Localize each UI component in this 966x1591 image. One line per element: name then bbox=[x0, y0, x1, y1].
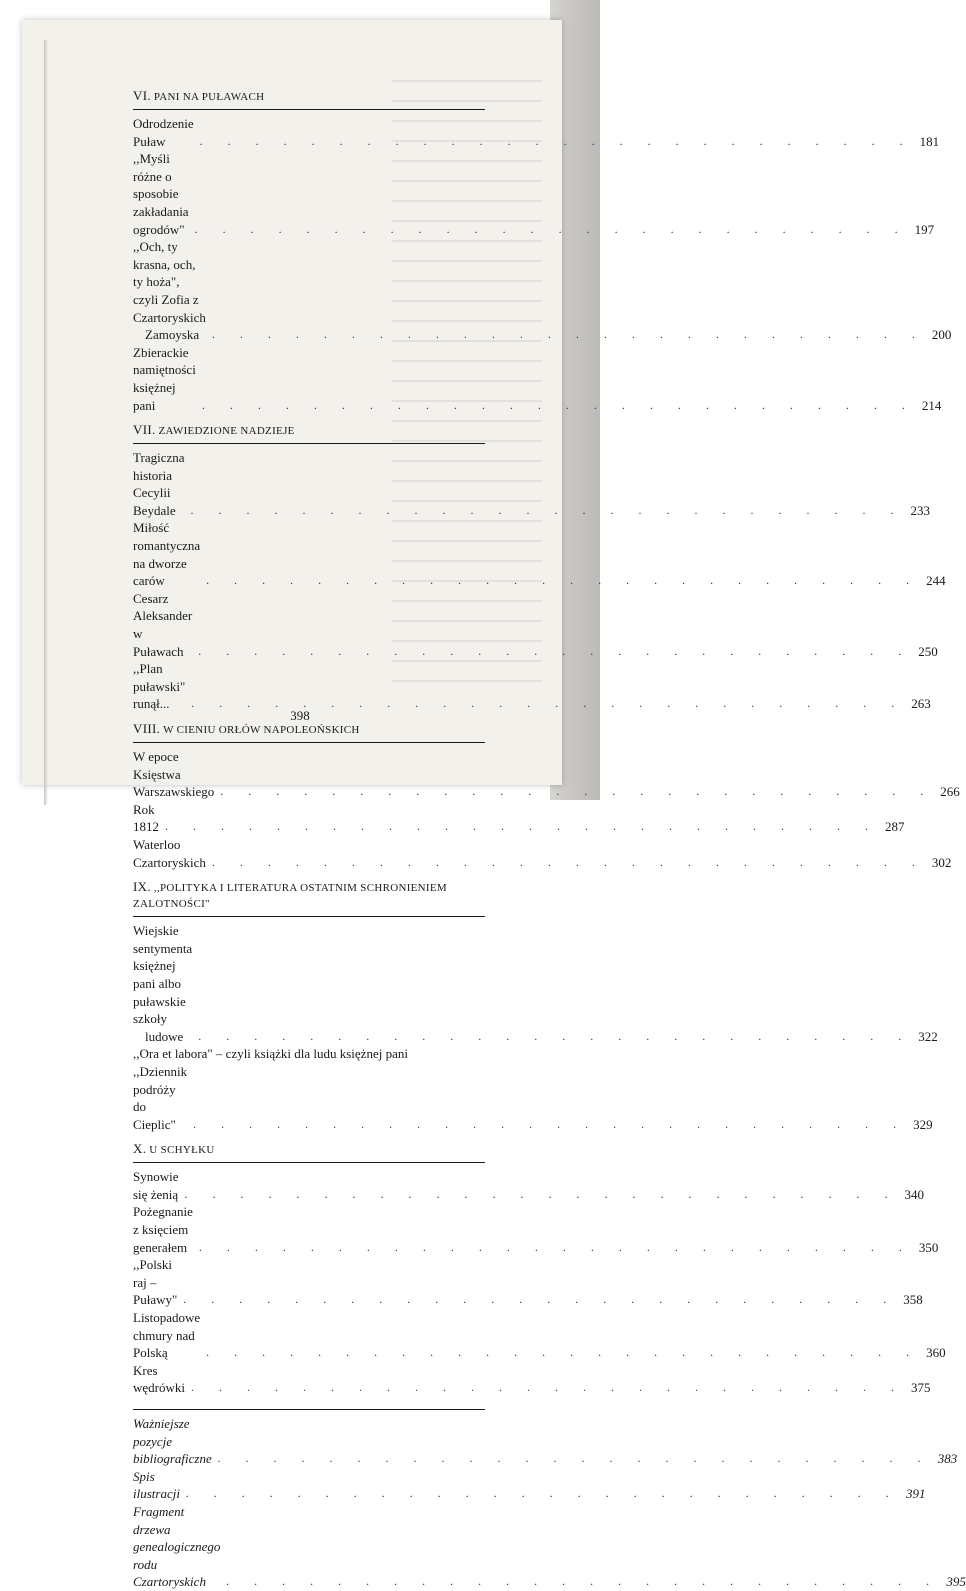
toc-entry bbox=[133, 150, 935, 238]
entry-title-line: Waterloo Czartoryskich bbox=[133, 836, 206, 870]
entry-page-number: 266 bbox=[940, 784, 960, 800]
entry-title-line: Tragiczna historia Cecylii Beydale bbox=[133, 450, 185, 518]
leader-dots: . . . . . . . . . . . . . . . . . . . . . . . . . . bbox=[211, 327, 926, 342]
chapter-heading bbox=[133, 88, 485, 105]
entry-title bbox=[133, 1063, 187, 1133]
toc-entry bbox=[133, 590, 938, 660]
toc-entry bbox=[133, 1309, 946, 1362]
entry-title-line: ,,Dziennik podróży do Cieplic" bbox=[133, 1063, 188, 1132]
entry-page-number: 250 bbox=[918, 643, 938, 659]
leader-dots: . . . . . . . . . . . . . . . . . . . . . . . . . . bbox=[206, 573, 921, 588]
entry-title-line: Zbierackie namiętności księżnej pani bbox=[133, 344, 196, 413]
entry-page-number: 200 bbox=[931, 327, 952, 343]
entry-page-number: 375 bbox=[911, 1380, 931, 1396]
leader-dots: . . . . . . . . . . . . . . . . . . . . . . . . . . bbox=[206, 1345, 921, 1360]
appendix-section bbox=[133, 1409, 966, 1591]
leader-dots: . . . . . . . . . . . . . . . . . . . . . . . . . . bbox=[165, 819, 879, 834]
appendix-entry bbox=[133, 1468, 926, 1503]
chapter-section bbox=[133, 88, 952, 414]
entry-title bbox=[133, 660, 185, 713]
entry-page-number: 214 bbox=[921, 397, 942, 413]
leader-dots: . . . . . . . . . . . . . . . . . . . . . . . . . . bbox=[199, 133, 914, 148]
leader-dots: . . . . . . . . . . . . . . . . . . . . . . . . . . bbox=[198, 643, 913, 658]
entry-title-line: Pożegnanie z księciem generałem bbox=[133, 1204, 193, 1255]
entry-title-continuation: ludowe bbox=[145, 1028, 184, 1044]
entry-title-line: Cesarz Aleksander w Puławach bbox=[133, 590, 193, 659]
entry-title bbox=[133, 748, 214, 801]
entry-page-number: 302 bbox=[931, 854, 952, 870]
entry-title bbox=[133, 1045, 408, 1063]
leader-dots: . . . . . . . . . . . . . . . . . . . . . . . . . . bbox=[184, 1186, 899, 1201]
chapter-number: VII. bbox=[133, 422, 156, 438]
chapter-title: ,,POLITYKA I LITERATURA OSTATNIM SCHRONIENIEM ZALOTNOŚCI" bbox=[133, 882, 447, 911]
entry-page-number: 340 bbox=[904, 1186, 924, 1202]
entry-title bbox=[133, 836, 206, 871]
page-edge bbox=[44, 40, 48, 805]
leader-dots: . . . . . . . . . . . . . . . . . . . . . . . . . . bbox=[191, 1380, 905, 1395]
chapter-divider bbox=[133, 109, 485, 110]
entry-title-continuation: Zamoyska bbox=[145, 327, 200, 343]
appendix-entry bbox=[133, 1415, 958, 1468]
entry-title-line: Rok 1812 bbox=[133, 801, 159, 835]
entry-title-line: ,,Plan puławski" runął... bbox=[133, 661, 186, 712]
entry-title bbox=[133, 1468, 180, 1503]
entry-title bbox=[133, 1362, 185, 1397]
entry-title-line: Ważniejsze pozycje bibliograficzne bbox=[133, 1416, 212, 1467]
leader-dots: . . . . . . . . . . . . . . . . . . . . . . . . . . bbox=[193, 1116, 908, 1131]
entry-title bbox=[133, 344, 196, 414]
entry-title-line: ,,Och, ty krasna, och, ty hoża", czyli Zofia z Czartoryskich bbox=[133, 239, 206, 325]
entry-title-line: Listopadowe chmury nad Polską bbox=[133, 1310, 201, 1361]
entry-title-line: ,,Polski raj – Puławy" bbox=[133, 1257, 178, 1308]
toc-entry bbox=[133, 115, 940, 150]
entry-page-number: 350 bbox=[918, 1239, 939, 1255]
entry-title-line: ,,Ora et labora" – czyli książki dla ludu księżnej pani bbox=[133, 1046, 408, 1062]
chapter-divider bbox=[133, 742, 485, 743]
toc-entry bbox=[133, 801, 905, 836]
entry-page-number: 395 bbox=[946, 1574, 966, 1590]
entry-page-number: 197 bbox=[914, 221, 935, 237]
toc-entry bbox=[133, 238, 952, 344]
chapter-number: X. bbox=[133, 1141, 147, 1157]
chapter-divider bbox=[133, 1162, 485, 1163]
toc-entry bbox=[133, 1168, 924, 1203]
entry-title-line: Kres wędrówki bbox=[133, 1362, 185, 1396]
toc-entry bbox=[133, 1063, 933, 1133]
chapter-section bbox=[133, 1141, 946, 1397]
toc-entry bbox=[133, 449, 931, 519]
entry-page-number: 329 bbox=[913, 1116, 933, 1132]
entry-title bbox=[133, 449, 185, 519]
entry-title bbox=[133, 1256, 177, 1309]
table-of-contents bbox=[133, 88, 966, 1591]
leader-dots: . . . . . . . . . . . . . . . . . . . . . . . . . . bbox=[217, 1451, 932, 1466]
chapter-title: ZAWIEDZIONE NADZIEJE bbox=[158, 425, 295, 438]
chapter-heading bbox=[133, 1141, 485, 1158]
chapter-title: PANI NA PUŁAWACH bbox=[153, 91, 265, 103]
chapter-heading bbox=[133, 422, 485, 439]
page-number: 398 bbox=[290, 708, 310, 723]
toc-entry bbox=[133, 1256, 923, 1309]
chapter-section bbox=[133, 422, 946, 713]
appendix-entry bbox=[133, 1503, 966, 1591]
leader-dots: . . . . . . . . . . . . . . . . . . . . . . . . . . bbox=[198, 1028, 913, 1043]
entry-page-number: 358 bbox=[903, 1292, 923, 1308]
entry-page-number: 263 bbox=[911, 696, 931, 712]
chapter-number: IX. bbox=[133, 879, 151, 895]
leader-dots: . . . . . . . . . . . . . . . . . . . . . . . . . . bbox=[220, 784, 935, 799]
toc-entry bbox=[133, 660, 931, 713]
entry-page-number: 360 bbox=[926, 1345, 946, 1361]
toc-entry bbox=[133, 922, 938, 1045]
chapter-number: VI. bbox=[133, 88, 151, 103]
chapter-section bbox=[133, 879, 938, 1133]
entry-page-number: 391 bbox=[905, 1486, 926, 1502]
entry-title bbox=[133, 801, 159, 836]
leader-dots: . . . . . . . . . . . . . . . . . . . . . . . . . . bbox=[183, 1292, 898, 1307]
entry-title bbox=[133, 1415, 212, 1468]
entry-page-number: 287 bbox=[885, 819, 905, 835]
entry-title bbox=[133, 1503, 220, 1591]
entry-title bbox=[133, 1309, 200, 1362]
entry-page-number: 181 bbox=[919, 133, 940, 149]
entry-title-line: W epoce Księstwa Warszawskiego bbox=[133, 749, 215, 800]
entry-page-number: 244 bbox=[926, 573, 946, 589]
chapter-divider bbox=[133, 443, 485, 444]
leader-dots: . . . . . . . . . . . . . . . . . . . . . . . . . . bbox=[190, 502, 905, 517]
entry-title-line: Odrodzenie Puław bbox=[133, 116, 194, 149]
entry-page-number: 233 bbox=[910, 502, 931, 518]
entry-title bbox=[133, 590, 192, 660]
entry-title bbox=[133, 1168, 179, 1203]
entry-title-line: Fragment drzewa genealogicznego rodu Czartoryskich bbox=[133, 1503, 221, 1590]
toc-entry bbox=[133, 1045, 485, 1063]
toc-entry bbox=[133, 748, 960, 801]
entry-page-number: 322 bbox=[918, 1028, 938, 1044]
entry-title bbox=[133, 922, 192, 1045]
entry-title-line: Wiejskie sentymenta księżnej pani albo puławskie szkoły bbox=[133, 923, 193, 1027]
leader-dots: . . . . . . . . . . . . . . . . . . . . . . . . . . bbox=[201, 397, 916, 412]
chapter-number: VIII. bbox=[133, 721, 161, 736]
leader-dots: . . . . . . . . . . . . . . . . . . . . . . . . . . bbox=[198, 1239, 913, 1254]
entry-title bbox=[133, 1203, 193, 1256]
leader-dots: . . . . . . . . . . . . . . . . . . . . . . . . . . bbox=[194, 221, 909, 236]
leader-dots: . . . . . . . . . . . . . . . . . . . . . . . . . . bbox=[191, 696, 906, 711]
chapter-divider bbox=[133, 916, 485, 917]
entry-title bbox=[133, 519, 200, 589]
toc-entry bbox=[133, 519, 946, 589]
entry-title-line: Synowie się żenią bbox=[133, 1169, 179, 1202]
chapter-title: U SCHYŁKU bbox=[149, 1144, 215, 1157]
leader-dots: . . . . . . . . . . . . . . . . . . . . . . . . . . bbox=[226, 1574, 941, 1589]
entry-title-line: Spis ilustracji bbox=[133, 1468, 180, 1502]
chapter-heading bbox=[133, 879, 485, 912]
leader-dots: . . . . . . . . . . . . . . . . . . . . . . . . . . bbox=[211, 854, 926, 869]
chapter-section bbox=[133, 721, 960, 871]
chapter-title: W CIENIU ORŁÓW NAPOLEOŃSKICH bbox=[163, 724, 360, 736]
toc-entry bbox=[133, 344, 942, 414]
appendix-divider bbox=[133, 1409, 485, 1410]
entry-title bbox=[133, 238, 206, 344]
leader-dots: . . . . . . . . . . . . . . . . . . . . . . . . . . bbox=[185, 1486, 900, 1501]
entry-title bbox=[133, 150, 189, 238]
entry-title-line: Miłość romantyczna na dworze carów bbox=[133, 520, 201, 589]
entry-title-line: ,,Myśli różne o sposobie zakładania ogrodów" bbox=[133, 151, 189, 237]
entry-page-number: 383 bbox=[937, 1451, 958, 1467]
entry-title bbox=[133, 115, 194, 150]
toc-entry bbox=[133, 1203, 939, 1256]
toc-entry bbox=[133, 1362, 931, 1397]
toc-entry bbox=[133, 836, 952, 871]
